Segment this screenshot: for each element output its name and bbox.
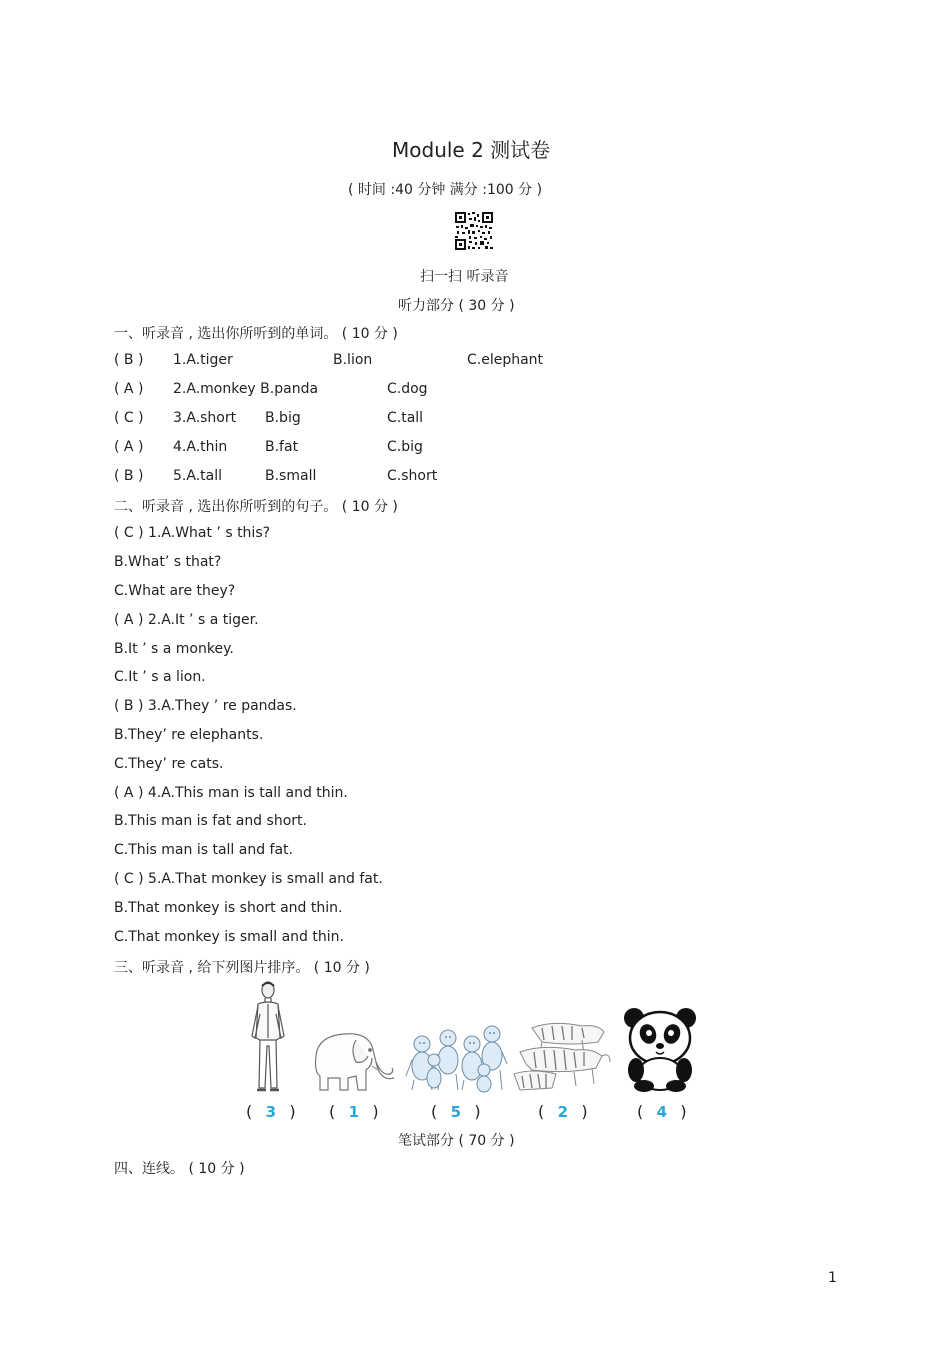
part1-option-a-4: 4.A.thin [173,439,228,455]
order-answer-tigers: ( 2 ) [538,1102,588,1121]
order-answer-monkeys: ( 5 ) [431,1102,481,1121]
part2-line: ( C ) 5.A.That monkey is small and fat. [114,871,383,887]
part1-option-ab-2: 2.A.monkey B.panda [173,381,319,397]
part2-heading: 二、听录音 , 选出你所听到的句子。 ( 10 分 ) [114,499,398,515]
part2-line: ( C ) 1.A.What ’ s this? [114,525,271,541]
order-answer-panda: ( 4 ) [637,1102,687,1121]
part1-answer-1: ( B ) [114,352,144,368]
order-answer-man: ( 3 ) [246,1102,296,1121]
part1-option-c-2: C.dog [387,381,428,397]
writing-section-title: 笔试部分 ( 70 分 ) [398,1133,515,1149]
part2-line: B.It ’ s a monkey. [114,641,234,657]
part4-heading: 四、连线。 ( 10 分 ) [114,1161,245,1177]
part2-line: C.What are they? [114,583,236,599]
part1-option-a-3: 3.A.short [173,410,237,426]
part2-line: ( A ) 4.A.This man is tall and thin. [114,785,348,801]
part1-heading: 一、听录音 , 选出你所听到的单词。 ( 10 分 ) [114,326,398,342]
order-answer-elephant: ( 1 ) [329,1102,379,1121]
part1-option-c-4: C.big [387,439,423,455]
part2-line: C.This man is tall and fat. [114,842,293,858]
part1-option-b-1: B.lion [333,352,373,368]
elephant-picture [310,1026,398,1094]
order-number: 3 [265,1103,277,1121]
part1-option-c-1: C.elephant [467,352,544,368]
part1-option-b-5: B.small [265,468,317,484]
part1-answer-2: ( A ) [114,381,144,397]
part1-option-a-1: 1.A.tiger [173,352,233,368]
part2-line: C.It ’ s a lion. [114,669,206,685]
man-picture [246,980,290,1096]
page-number: 1 [828,1270,837,1286]
order-number: 2 [557,1103,569,1121]
part2-line: C.They’ re cats. [114,756,224,772]
order-number: 5 [450,1103,462,1121]
part1-option-c-5: C.short [387,468,438,484]
part2-line: B.That monkey is short and thin. [114,900,343,916]
part2-line: ( B ) 3.A.They ’ re pandas. [114,698,297,714]
part1-option-b-3: B.big [265,410,301,426]
part1-answer-3: ( C ) [114,410,144,426]
part2-line: B.What’ s that? [114,554,222,570]
part2-line: B.This man is fat and short. [114,813,307,829]
part1-option-c-3: C.tall [387,410,424,426]
part2-line: C.That monkey is small and thin. [114,929,344,945]
part1-option-a-5: 5.A.tall [173,468,222,484]
qr-code-icon[interactable] [454,211,494,251]
time-info: ( 时间 :40 分钟 满分 :100 分 ) [348,182,543,198]
part3-heading: 三、听录音 , 给下列图片排序。 ( 10 分 ) [114,960,370,976]
order-number: 4 [656,1103,668,1121]
monkeys-picture [404,1024,508,1094]
listening-section-title: 听力部分 ( 30 分 ) [398,298,515,314]
page-title: Module 2 测试卷 [392,138,551,162]
part2-line: ( A ) 2.A.It ’ s a tiger. [114,612,259,628]
panda-picture [622,1004,698,1092]
part1-answer-4: ( A ) [114,439,144,455]
order-number: 1 [348,1103,360,1121]
part1-option-b-4: B.fat [265,439,299,455]
qr-caption: 扫一扫 听录音 [420,269,509,285]
tigers-picture [512,1018,612,1094]
part2-line: B.They’ re elephants. [114,727,264,743]
part1-answer-5: ( B ) [114,468,144,484]
